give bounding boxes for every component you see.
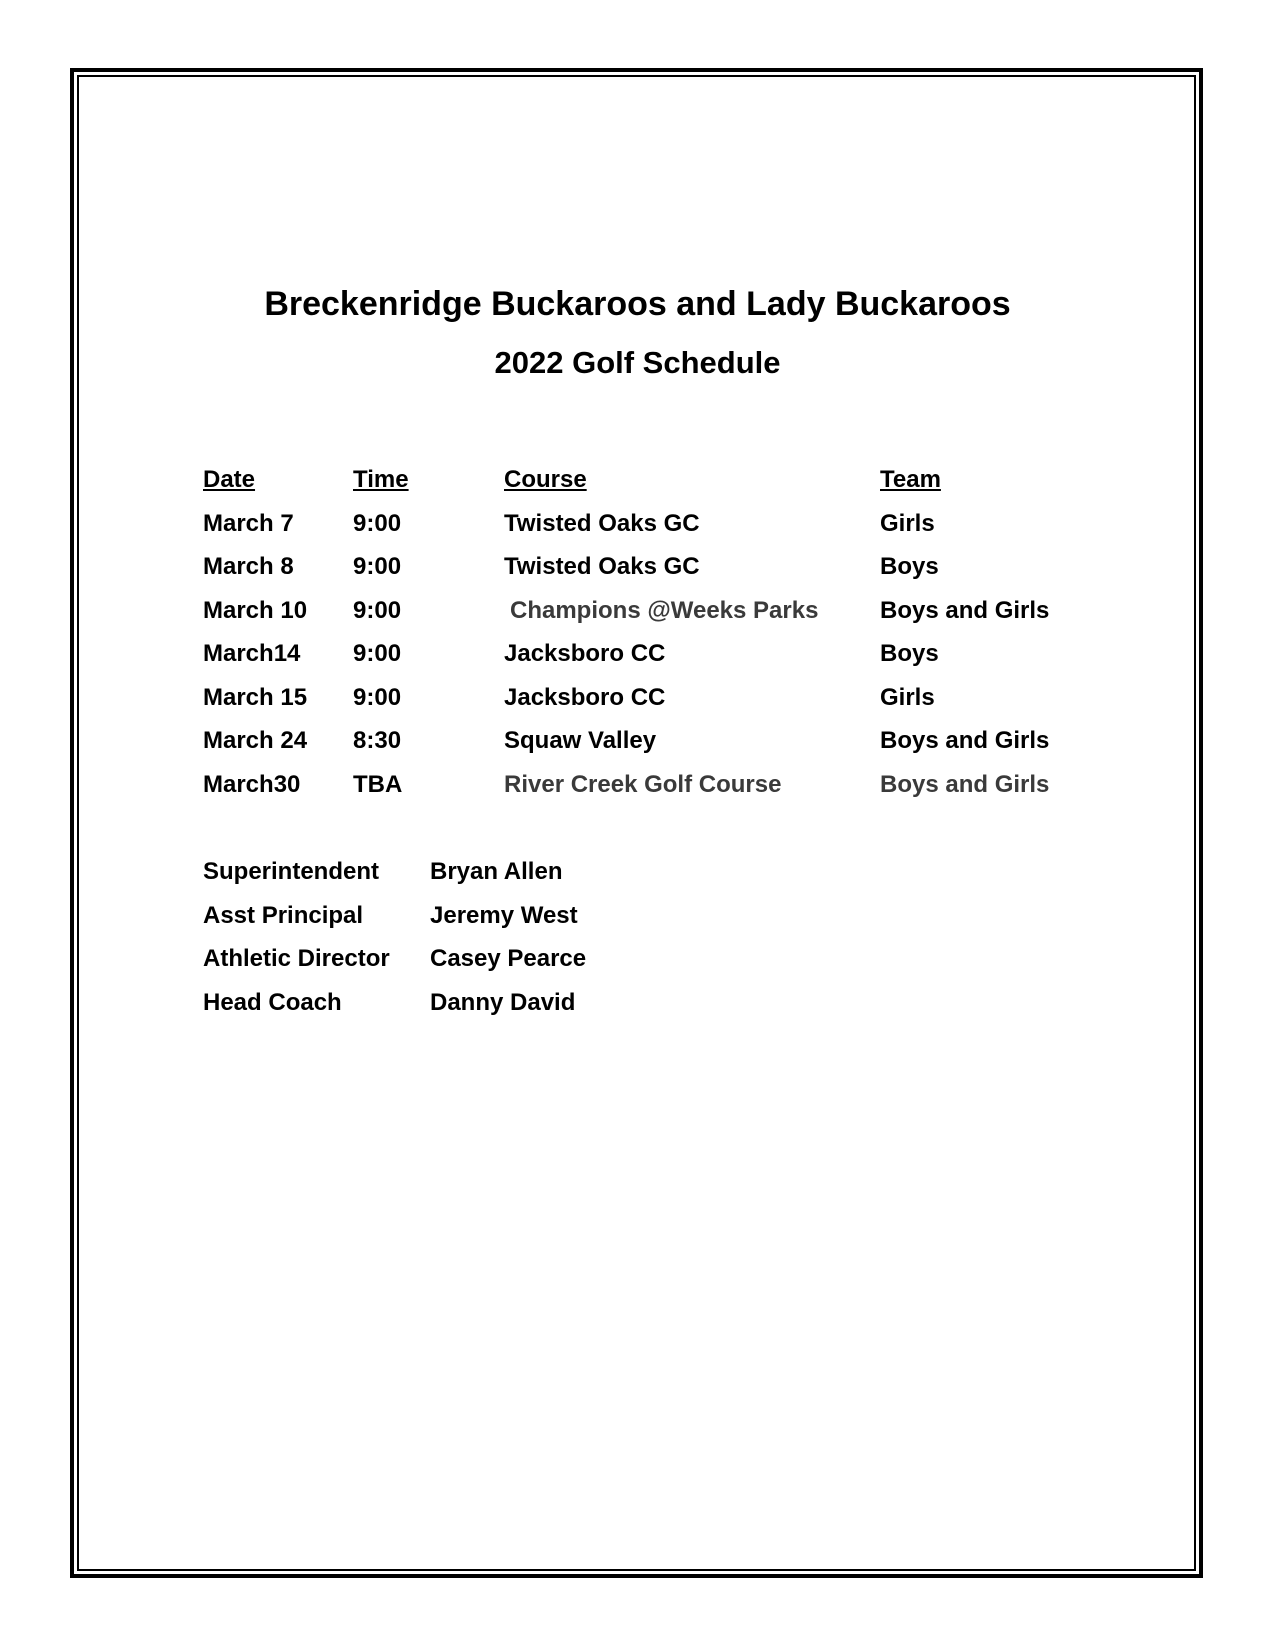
document-subtitle: 2022 Golf Schedule	[494, 345, 781, 380]
staff-name: Casey Pearce	[430, 945, 587, 972]
document-title: Breckenridge Buckaroos and Lady Buckaroos	[264, 285, 1011, 323]
cell-time: 9:00	[353, 640, 402, 667]
cell-course: Twisted Oaks GC	[504, 553, 700, 580]
staff-role: Asst Principal	[203, 901, 364, 929]
cell-team: Boys and Girls	[880, 596, 1050, 624]
cell-date: March 8	[203, 553, 294, 580]
header-time: Time	[353, 466, 409, 493]
cell-course: Twisted Oaks GC	[504, 509, 700, 537]
cell-team: Boys and Girls	[880, 727, 1050, 754]
cell-date: March 7	[203, 509, 294, 537]
staff-role: Superintendent	[203, 858, 380, 885]
cell-date: March 10	[203, 596, 308, 624]
cell-date: March14	[203, 640, 301, 667]
cell-team: Boys and Girls	[880, 770, 1050, 798]
cell-team: Boys	[880, 640, 939, 667]
cell-time: 9:00	[353, 553, 402, 580]
cell-course: Champions @Weeks Parks	[510, 596, 819, 624]
cell-course: Jacksboro CC	[504, 683, 666, 711]
cell-team: Boys	[880, 553, 939, 580]
cell-time: 9:00	[353, 509, 402, 537]
cell-time: 8:30	[353, 727, 402, 754]
cell-time: TBA	[353, 770, 403, 798]
cell-date: March 24	[203, 727, 308, 754]
staff-name: Danny David	[430, 988, 576, 1016]
staff-name: Bryan Allen	[430, 858, 563, 885]
cell-date: March 15	[203, 683, 308, 711]
header-course: Course	[504, 466, 587, 493]
cell-course: Jacksboro CC	[504, 640, 666, 667]
header-team: Team	[880, 466, 941, 493]
staff-role: Head Coach	[203, 988, 342, 1016]
staff-name: Jeremy West	[430, 901, 578, 929]
header-date: Date	[203, 466, 256, 493]
cell-course: River Creek Golf Course	[504, 770, 782, 798]
cell-course: Squaw Valley	[504, 727, 657, 754]
cell-time: 9:00	[353, 596, 402, 624]
cell-team: Girls	[880, 509, 935, 537]
cell-time: 9:00	[353, 683, 402, 711]
staff-role: Athletic Director	[203, 945, 390, 972]
cell-date: March30	[203, 770, 301, 798]
cell-team: Girls	[880, 683, 935, 711]
